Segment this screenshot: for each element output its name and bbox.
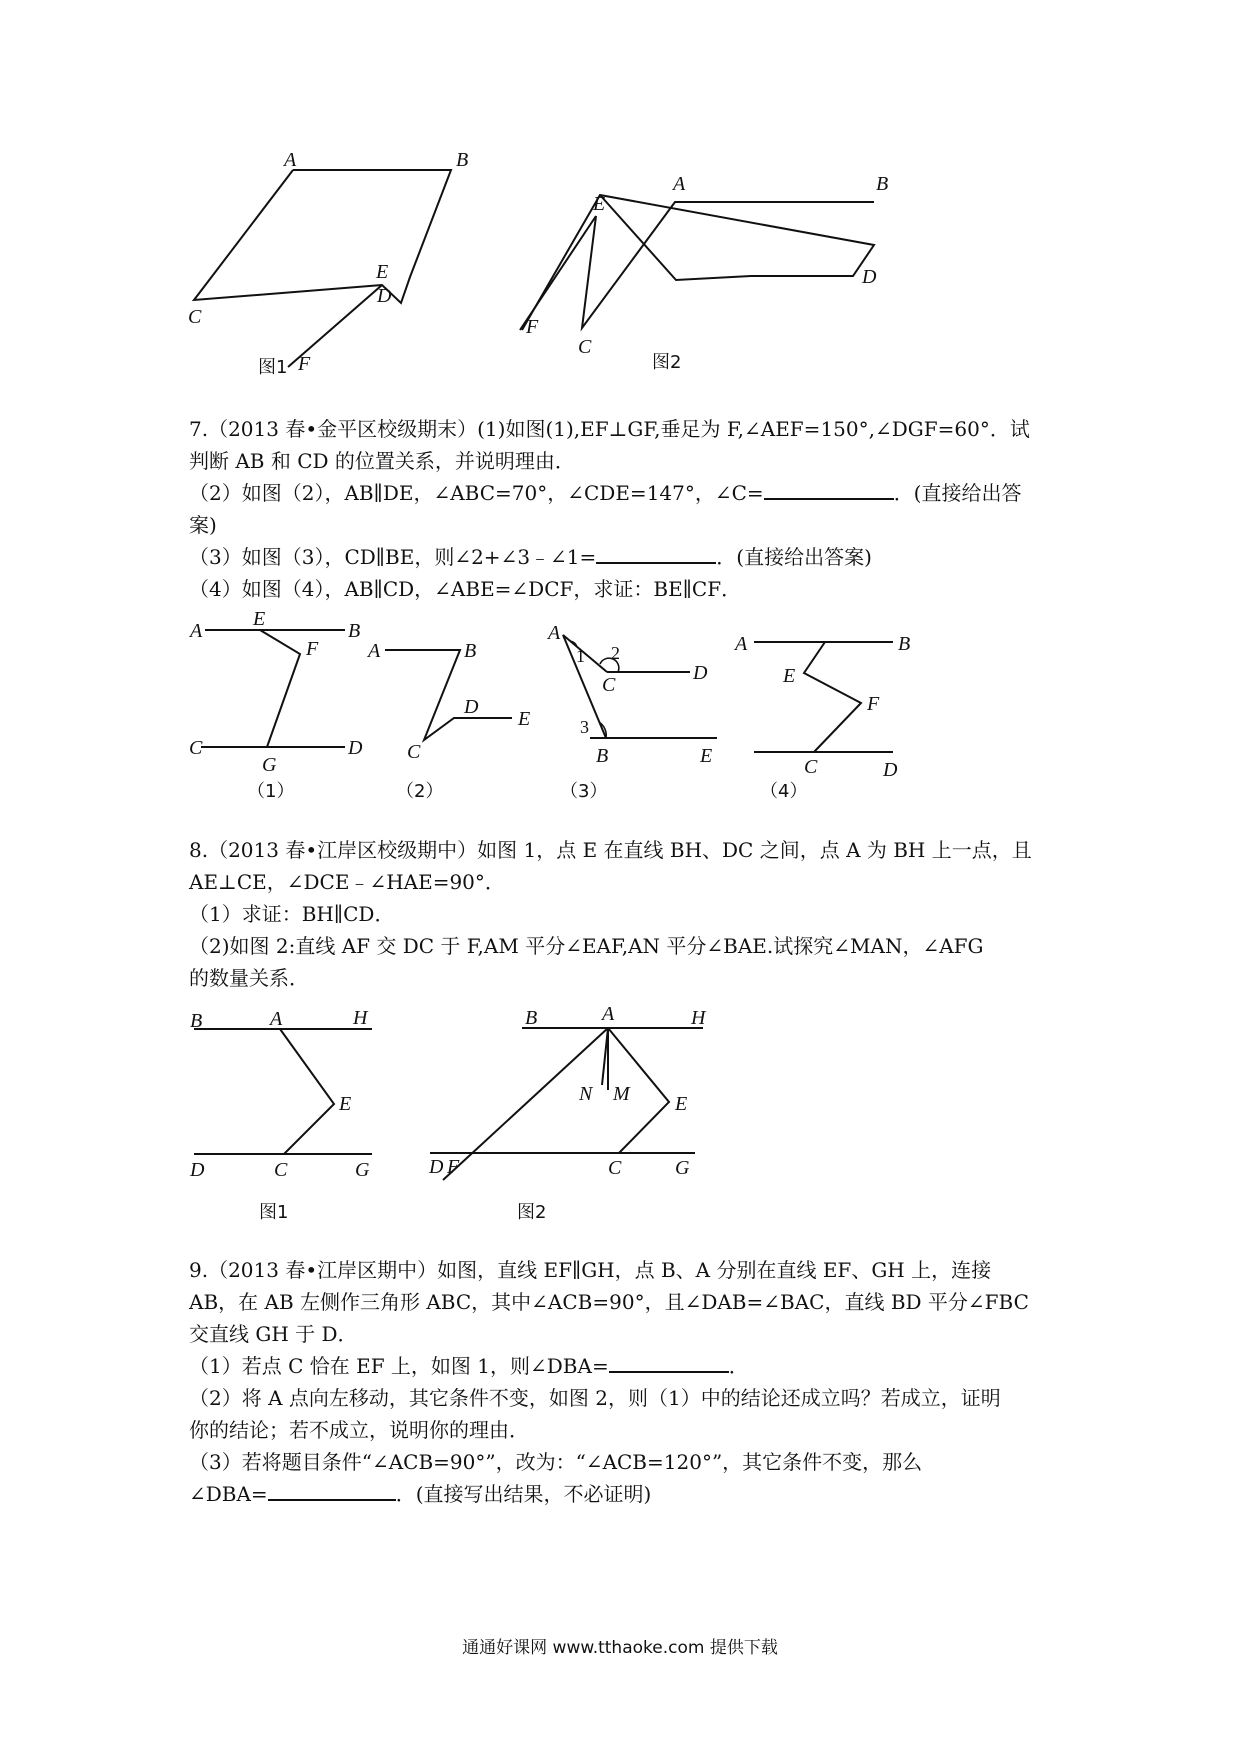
label-E: E [518, 708, 531, 730]
caption: （1） [247, 781, 295, 802]
answer-blank[interactable] [609, 1351, 729, 1373]
label-A: A [270, 1008, 283, 1030]
q9-part3: （3）若将题目条件“∠ACB=90°”，改为：“∠ACB=120°”，其它条件不变，那么 [189, 1450, 923, 1474]
q7-figure-1 [185, 610, 375, 805]
caption: 图1 [259, 1202, 289, 1223]
label-F: F [447, 1156, 460, 1178]
top-figure-1 [180, 140, 510, 380]
label-C: C [188, 306, 202, 328]
q9-line2: AB，在 AB 左侧作三角形 ABC，其中∠ACB=90°，且∠DAB=∠BAC，直线 BD 平分∠FBC [189, 1290, 1029, 1314]
label-1: 1 [576, 646, 585, 666]
label-E: E [783, 665, 796, 687]
q7-figure-3 [540, 615, 740, 805]
caption: （3） [560, 781, 608, 802]
q7-part2-tail: ．(直接给出答 [893, 481, 1022, 505]
label-G: G [675, 1157, 690, 1179]
q9-line1: 9.（2013 春•江岸区期中）如图，直线 EF∥GH，点 B、A 分别在直线 EF、GH 上，连接 [189, 1258, 992, 1282]
label-3: 3 [580, 717, 589, 737]
caption: 图2 [652, 352, 682, 373]
label-E: E [675, 1093, 688, 1115]
q9-part4 [189, 1478, 1069, 1510]
q8-line2: AE⊥CE，∠DCE﹣∠HAE=90°． [189, 870, 505, 894]
label-H: H [353, 1007, 368, 1029]
answer-blank[interactable] [764, 478, 894, 500]
label-A: A [548, 622, 561, 644]
label-G: G [262, 754, 277, 776]
label-E: E [339, 1093, 352, 1115]
q9-part4-tail: ．(直接写出结果，不必证明) [395, 1482, 652, 1506]
q9-part1-tail: ． [728, 1354, 749, 1378]
q7-part2 [189, 477, 1069, 509]
label-G: G [355, 1159, 370, 1181]
q8-part1: （1）求证：BH∥CD． [189, 902, 395, 926]
label-D: D [883, 759, 898, 781]
q9-part1-text: （1）若点 C 恰在 EF 上，如图 1，则∠DBA= [189, 1354, 609, 1378]
label-2: 2 [611, 643, 620, 663]
label-C: C [578, 336, 592, 358]
label-D: D [190, 1159, 205, 1181]
question-8 [189, 834, 1069, 994]
label-D: D [377, 285, 392, 307]
label-C: C [407, 741, 421, 763]
top-figure-2 [500, 150, 910, 380]
q9-part1 [189, 1350, 1069, 1382]
answer-blank[interactable] [268, 1479, 396, 1501]
path-AEC [280, 1029, 334, 1154]
label-H: H [691, 1007, 706, 1029]
caption: 图1 [258, 357, 288, 378]
label-A: A [602, 1003, 615, 1025]
q8-part2-cont: 的数量关系． [189, 966, 309, 990]
label-B: B [876, 173, 889, 195]
label-C: C [274, 1159, 288, 1181]
question-7 [189, 413, 1069, 605]
label-B: B [596, 745, 609, 767]
q8-figure-1 [185, 1000, 395, 1230]
label-F: F [306, 638, 319, 660]
q7-part3-tail: ．(直接给出答案) [716, 545, 872, 569]
label-D: D [464, 696, 479, 718]
q9-part4-text: ∠DBA= [189, 1482, 268, 1506]
path-BEFC [804, 642, 861, 752]
caption: （2） [396, 781, 444, 802]
label-B: B [456, 149, 469, 171]
q7-part3 [189, 541, 1069, 573]
label-E: E [593, 193, 606, 215]
caption: 图2 [517, 1202, 547, 1223]
label-C: C [189, 737, 203, 759]
label-F: F [526, 316, 539, 338]
label-C: C [608, 1157, 622, 1179]
label-E: E [700, 745, 713, 767]
label-B: B [190, 1010, 203, 1032]
caption: （4） [760, 781, 808, 802]
label-A: A [673, 173, 686, 195]
label-F: F [298, 353, 311, 375]
label-A: A [190, 620, 203, 642]
q7-figure-2 [360, 630, 560, 805]
q8-line1: 8.（2013 春•江岸区校级期中）如图 1，点 E 在直线 BH、DC 之间，点 A 为 BH 上一点，且 [189, 838, 1032, 862]
label-D: D [348, 737, 363, 759]
label-E: E [253, 608, 266, 630]
answer-blank[interactable] [596, 542, 716, 564]
q9-line3: 交直线 GH 于 D． [189, 1322, 358, 1346]
q7-line1: 7.（2013 春•金平区校级期末）(1)如图(1),EF⊥GF,垂足为 F,∠AEF=150°,∠DGF=60°．试 [189, 417, 1030, 441]
q9-part2: （2）将 A 点向左移动，其它条件不变，如图 2，则（1）中的结论还成立吗？若成立，证明 [189, 1386, 1001, 1410]
q7-part3-text: （3）如图（3），CD∥BE，则∠2+∠3﹣∠1= [189, 545, 597, 569]
label-B: B [348, 620, 361, 642]
label-D: D [862, 266, 877, 288]
path-ABCDE [385, 650, 512, 740]
label-M: M [613, 1083, 630, 1105]
q7-part4: （4）如图（4），AB∥CD，∠ABE=∠DCF，求证：BE∥CF． [189, 577, 742, 601]
label-C: C [804, 756, 818, 778]
label-B: B [464, 640, 477, 662]
q9-part2-cont: 你的结论；若不成立，说明你的理由． [189, 1418, 529, 1442]
label-A: A [284, 149, 297, 171]
path-EFG [260, 630, 300, 747]
label-C: C [602, 674, 616, 696]
label-A: A [368, 640, 381, 662]
label-E: E [376, 261, 389, 283]
fig2-outline [522, 195, 874, 330]
label-D: D [693, 662, 708, 684]
label-N: N [579, 1083, 593, 1105]
q7-part2-cont: 案) [189, 513, 217, 537]
label-B: B [898, 633, 911, 655]
q8-part2: （2)如图 2:直线 AF 交 DC 于 F,AM 平分∠EAF,AN 平分∠BAE.试探究∠MAN，∠AFG [189, 934, 984, 958]
q8-figure-2 [425, 1000, 715, 1230]
fig2-path [582, 202, 874, 328]
label-D: D [429, 1156, 444, 1178]
footer: 通通好课网 www.tthaoke.com 提供下载 [462, 1638, 778, 1658]
q7-figure-4 [730, 615, 930, 805]
fig1-outline [194, 170, 451, 303]
label-A: A [735, 633, 748, 655]
label-B: B [525, 1007, 538, 1029]
q7-part2-text: （2）如图（2），AB∥DE，∠ABC=70°，∠CDE=147°，∠C= [189, 481, 764, 505]
q7-line2: 判断 AB 和 CD 的位置关系，并说明理由． [189, 449, 575, 473]
question-9 [189, 1254, 1069, 1510]
label-F: F [867, 693, 880, 715]
